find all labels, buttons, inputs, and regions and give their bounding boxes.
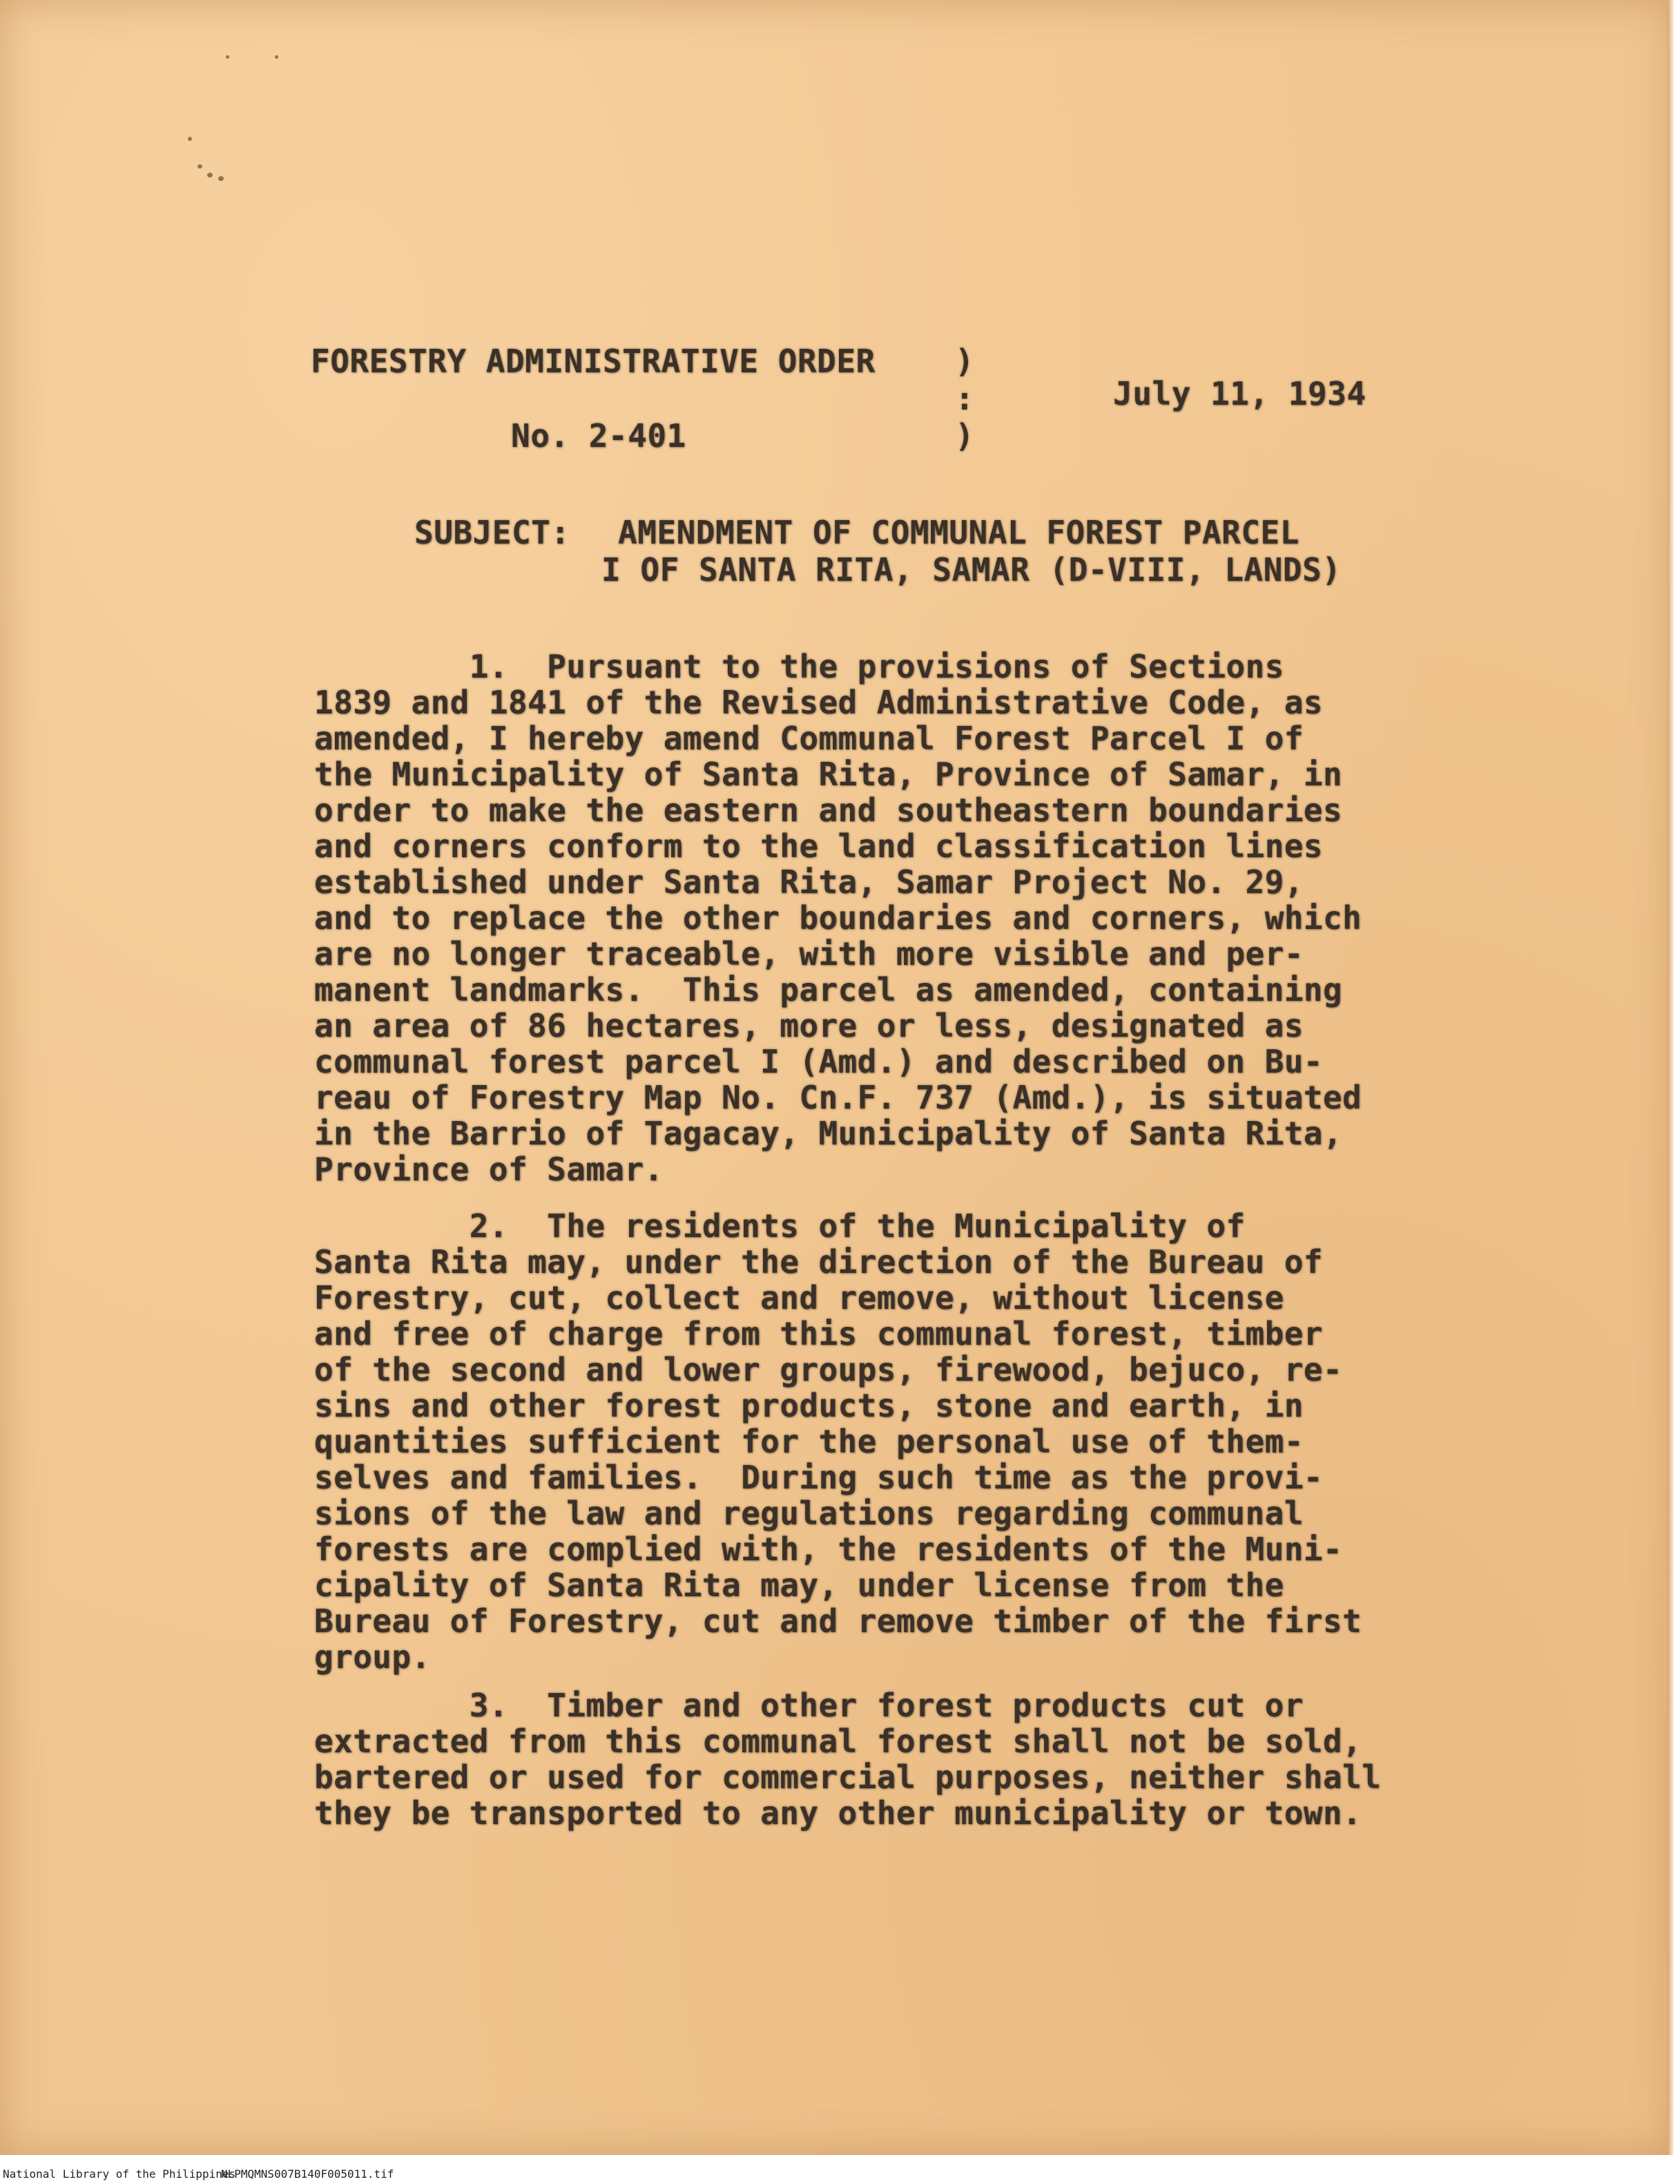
footer-file-id: NLPMQMNS007B140F005011.tif bbox=[221, 2167, 394, 2181]
paragraph-line: 3. Timber and other forest products cut or bbox=[314, 1687, 1304, 1724]
footer-library: National Library of the Philippines bbox=[3, 2167, 236, 2181]
paragraph-line: 2. The residents of the Municipality of bbox=[314, 1207, 1246, 1245]
stain-mark bbox=[188, 137, 192, 141]
page-edge bbox=[1668, 0, 1674, 2155]
paragraph-line: Bureau of Forestry, cut and remove timber of the first bbox=[314, 1602, 1362, 1640]
stain-mark bbox=[226, 55, 229, 59]
order-date: July 11, 1934 bbox=[1113, 375, 1367, 412]
paragraph-line: Forestry, cut, collect and remove, without license bbox=[314, 1279, 1284, 1316]
subject-label: SUBJECT: bbox=[414, 514, 570, 551]
stain-mark bbox=[207, 173, 213, 178]
paragraph-line: and free of charge from this communal forest, timber bbox=[314, 1315, 1323, 1352]
subject-line-2: I OF SANTA RITA, SAMAR (D-VIII, LANDS) bbox=[601, 551, 1342, 588]
paragraph-line: order to make the eastern and southeastern boundaries bbox=[314, 792, 1342, 829]
paragraph-line: sins and other forest products, stone and earth, in bbox=[314, 1387, 1304, 1424]
stain-mark bbox=[197, 164, 202, 169]
paragraph-line: cipality of Santa Rita may, under license from the bbox=[314, 1567, 1284, 1604]
paragraph-line: Province of Samar. bbox=[314, 1151, 664, 1188]
paragraph-line: are no longer traceable, with more visible and per- bbox=[314, 935, 1304, 973]
brace-top: ) bbox=[955, 343, 974, 380]
paragraph-line: established under Santa Rita, Samar Project No. 29, bbox=[314, 863, 1304, 901]
paragraph-line: of the second and lower groups, firewood, bejuco, re- bbox=[314, 1351, 1342, 1388]
order-title: FORESTRY ADMINISTRATIVE ORDER bbox=[311, 343, 876, 380]
stain-mark bbox=[218, 176, 224, 181]
paragraph-line: communal forest parcel I (Amd.) and described on Bu- bbox=[314, 1043, 1323, 1080]
paragraph-line: 1. Pursuant to the provisions of Sections bbox=[314, 648, 1284, 685]
paragraph-line: forests are complied with, the residents of the Muni- bbox=[314, 1531, 1342, 1568]
paragraph-line: group. bbox=[314, 1638, 431, 1676]
paragraph-line: in the Barrio of Tagacay, Municipality of Santa Rita, bbox=[314, 1115, 1342, 1152]
paragraph-line: amended, I hereby amend Communal Forest Parcel I of bbox=[314, 720, 1304, 757]
paragraph-line: and corners conform to the land classification lines bbox=[314, 827, 1323, 865]
paragraph-line: they be transported to any other municipality or town. bbox=[314, 1794, 1362, 1832]
order-number: No. 2-401 bbox=[511, 417, 686, 454]
stain-mark bbox=[275, 55, 278, 59]
paragraph-line: bartered or used for commercial purposes, neither shall bbox=[314, 1759, 1382, 1796]
paragraph-line: extracted from this communal forest shall not be sold, bbox=[314, 1723, 1362, 1760]
subject-line-1: AMENDMENT OF COMMUNAL FOREST PARCEL bbox=[618, 514, 1300, 551]
paragraph-line: the Municipality of Santa Rita, Province of Samar, in bbox=[314, 756, 1342, 793]
paragraph-line: manent landmarks. This parcel as amended, containing bbox=[314, 971, 1342, 1008]
brace-bottom: ) bbox=[955, 417, 974, 454]
paragraph-line: and to replace the other boundaries and corners, which bbox=[314, 899, 1362, 937]
paragraph-line: sions of the law and regulations regarding communal bbox=[314, 1495, 1304, 1532]
paragraph-line: quantities sufficient for the personal use of them- bbox=[314, 1423, 1304, 1460]
paragraph-line: 1839 and 1841 of the Revised Administrative Code, as bbox=[314, 684, 1323, 721]
paragraph-line: reau of Forestry Map No. Cn.F. 737 (Amd.), is situated bbox=[314, 1079, 1362, 1116]
paragraph-line: selves and families. During such time as the provi- bbox=[314, 1459, 1323, 1496]
brace-middle: : bbox=[955, 380, 974, 417]
paragraph-line: Santa Rita may, under the direction of the Bureau of bbox=[314, 1243, 1323, 1281]
paragraph-line: an area of 86 hectares, more or less, designated as bbox=[314, 1007, 1304, 1044]
